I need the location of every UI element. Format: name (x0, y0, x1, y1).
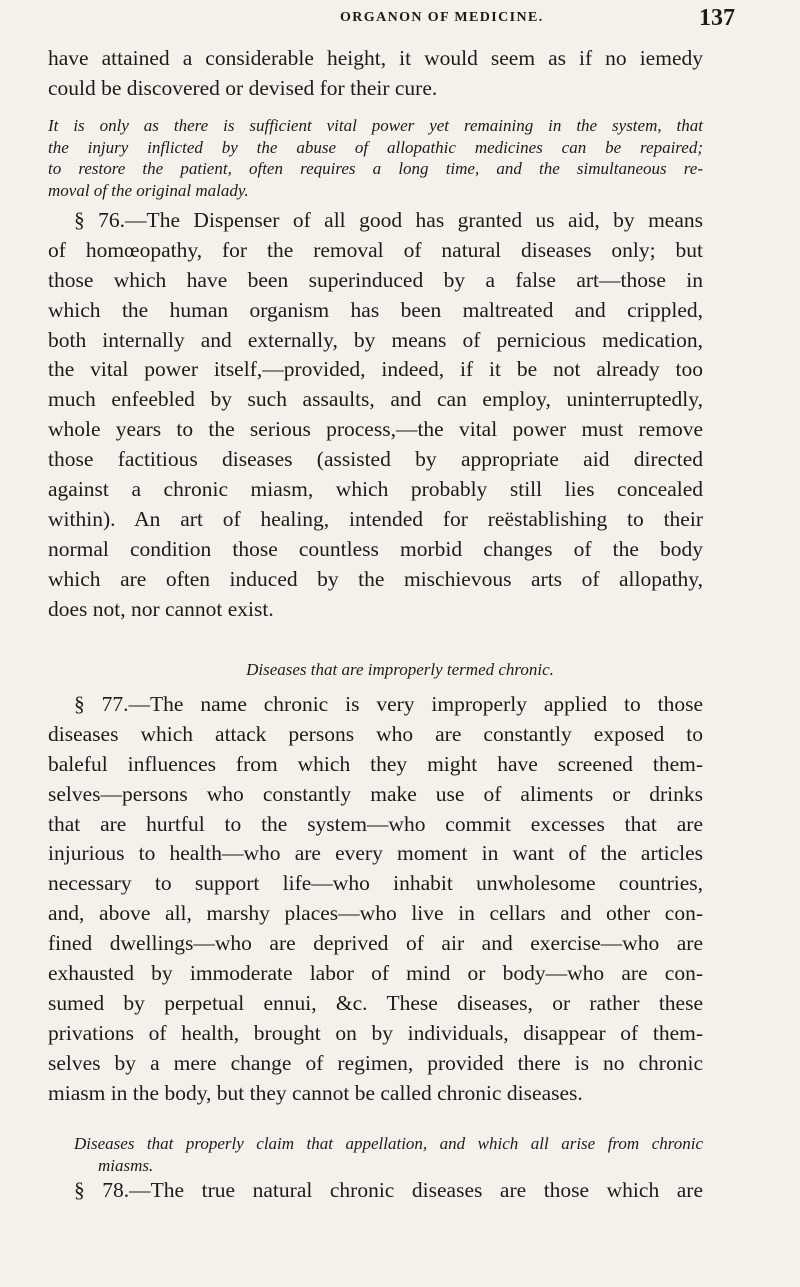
page-number: 137 (699, 5, 735, 31)
text-line: those factitious diseases (assisted by appropriate aid directed (48, 447, 703, 472)
section-77 (48, 690, 703, 1108)
text-line: both internally and externally, by means of pernicious medication, (48, 327, 703, 352)
text-line: necessary to support life—who inhabit unwholesome countries, (48, 871, 703, 896)
section-76 (48, 206, 703, 624)
text-line: diseases which attack persons who are constantly exposed to (48, 721, 703, 746)
text-line: normal condition those countless morbid changes of the body (48, 536, 703, 561)
text-line: those which have been superinduced by a false art—those in (48, 267, 703, 292)
text-line: Diseases that properly claim that appellation, and which all arise from chronic (74, 1134, 703, 1153)
text-line: whole years to the serious process,—the vital power must remove (48, 417, 703, 442)
text-line: which are often induced by the mischievous arts of allopathy, (48, 566, 703, 591)
text-line: injurious to health—who are every moment in want of the articles (48, 841, 703, 866)
italic-note (48, 115, 703, 201)
text-line: sumed by perpetual ennui, &c. These diseases, or rather these (48, 990, 703, 1015)
text-line: fined dwellings—who are deprived of air and exercise—who are (48, 931, 703, 956)
text-line: against a chronic miasm, which probably still lies concealed (48, 477, 703, 502)
text-line: miasms. (98, 1155, 154, 1175)
section-78 (48, 1176, 703, 1206)
text-line: to restore the patient, often requires a long time, and the simultaneous re- (48, 159, 703, 178)
text-line: have attained a considerable height, it would seem as if no iemedy (48, 46, 703, 70)
text-line: that are hurtful to the system—who commit excesses that are (48, 811, 703, 836)
text-line: could be discovered or devised for their cure. (48, 75, 438, 100)
text-line: of homœopathy, for the removal of natural diseases only; but (48, 237, 703, 262)
paragraph-continuation (48, 44, 703, 104)
page-header (0, 5, 800, 38)
text-line: § 78.—The true natural chronic diseases are those which are (74, 1178, 703, 1202)
text-line: the injury inflicted by the abuse of allopathic medicines can be repaired; (48, 137, 703, 157)
text-line: § 76.—The Dispenser of all good has granted us aid, by means (74, 208, 703, 232)
text-line: § 77.—The name chronic is very improperly applied to those (74, 692, 703, 716)
text-line: much enfeebled by such assaults, and can employ, uninterruptedly, (48, 387, 703, 412)
text-line: privations of health, brought on by individuals, disappear of them- (48, 1020, 703, 1045)
text-line: which the human organism has been maltreated and crippled, (48, 297, 703, 322)
text-line: selves by a mere change of regimen, provided there is no chronic (48, 1050, 703, 1075)
text-line: moval of the original malady. (48, 180, 249, 200)
running-title: ORGANON OF MEDICINE. (340, 10, 544, 25)
text-line: the vital power itself,—provided, indeed, if it be not already too (48, 357, 703, 382)
text-line: within). An art of healing, intended for reëstablishing to their (48, 506, 703, 531)
text-line: exhausted by immoderate labor of mind or body—who are con- (48, 961, 703, 986)
text-line: selves—persons who constantly make use of aliments or drinks (48, 781, 703, 806)
section-heading-chronic (48, 1133, 703, 1176)
section-heading: Diseases that are improperly termed chronic. (246, 660, 554, 679)
text-line: It is only as there is sufficient vital power yet remaining in the system, that (48, 116, 703, 135)
text-line: miasm in the body, but they cannot be called chronic diseases. (48, 1080, 583, 1105)
text-line: and, above all, marshy places—who live in cellars and other con- (48, 901, 703, 926)
text-line: does not, nor cannot exist. (48, 596, 274, 621)
text-line: baleful influences from which they might have screened them- (48, 751, 703, 776)
